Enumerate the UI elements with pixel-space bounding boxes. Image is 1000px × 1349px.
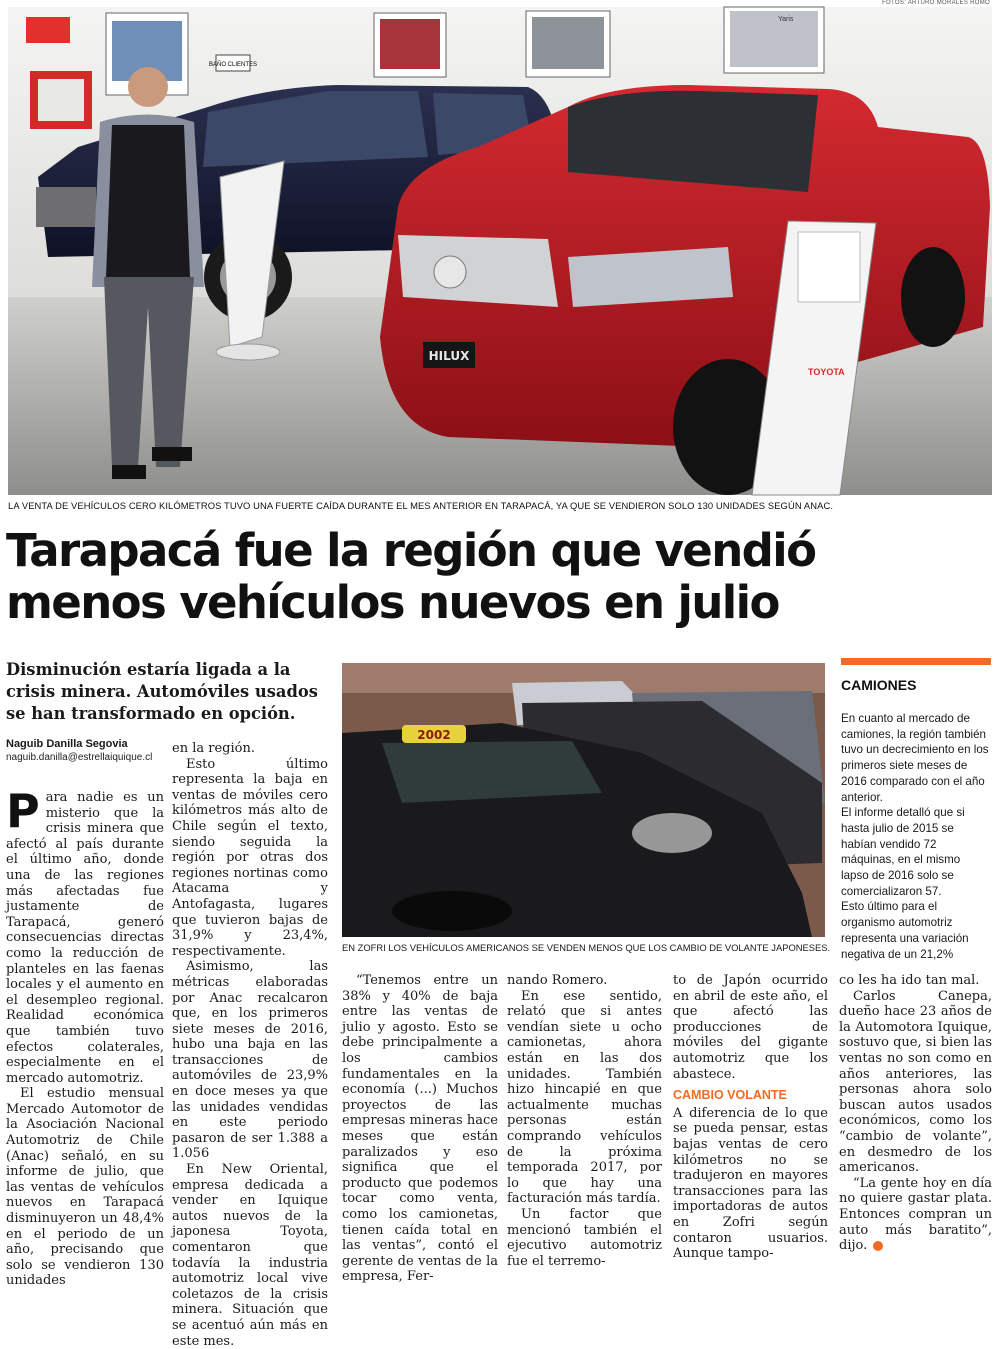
sidebar-p1: En cuanto al mercado de camiones, la región también tuvo un decrecimiento en los primeros siete meses de 2016 comparado con el año anterior. bbox=[841, 712, 989, 804]
c2-p3: Asimismo, las métricas elaboradas por Anac recalcaron que, en los primeros siete meses de 2016, hubo una baja en las transacciones de automóviles de 23,9% en doce meses ya que las unidades vendidas en este periodo pasaron de ser 1.388 a 1.056 bbox=[172, 959, 328, 1162]
c2-p4: En New Oriental, empresa dedicada a vender en Iquique autos nuevos de la japonesa Toyota, comentaron que todavía la industria automotriz local vive coletazos de la crisis minera. Situación que se acentuó aún más en este mes. bbox=[172, 1162, 328, 1349]
c5-p2: A diferencia de lo que se pueda pensar, estas bajas ventas de cero kilómetros no se tradujeron en mayores transacciones para las importadoras de autos en Zofri según contaron usuarios. Aunque tampo- bbox=[673, 1105, 828, 1262]
headline bbox=[6, 525, 996, 629]
body-column-6 bbox=[839, 973, 992, 1254]
zofri-cars-photo bbox=[342, 663, 825, 937]
price-tag-text: 2002 bbox=[417, 728, 451, 742]
sign-bano: BAÑO CLIENTES bbox=[208, 62, 258, 68]
hilux-badge: HILUX bbox=[428, 349, 470, 363]
c6-p2: Carlos Canepa, dueño hace 23 años de la Automotora Iquique, sostuvo que, si bien las ventas no son como en años anteriores, las personas ahora solo buscan autos usados económicos, como los “cambio de volante”, en desmedro de los americanos. bbox=[839, 988, 992, 1176]
c4-p1: nando Romero. bbox=[507, 973, 608, 988]
c4-p2: En ese sentido, relató que si antes vendían siete u ocho camionetas, ahora están en las dos unidades. También hizo hincapié en que actualmente muchas personas están comprando vehículos de la próxima temporada 2017, por lo que hay una facturación más tardía. bbox=[507, 988, 662, 1207]
byline-author: Naguib Danilla Segovia bbox=[6, 738, 128, 750]
top-photo-caption: LA VENTA DE VEHÍCULOS CERO KILÓMETROS TUVO UNA FUERTE CAÍDA DURANTE EL MES ANTERIOR EN TARAPACÁ, YA QUE SE VENDIERON SOLO 130 UNIDADES SEGÚN ANAC. bbox=[8, 500, 834, 511]
sidebar-p2: El informe detalló que si hasta julio de 2015 se habían vendido 72 máquinas, en el mismo lapso de 2016 solo se comercializaron 57. bbox=[841, 806, 965, 898]
body-column-5 bbox=[673, 973, 828, 1262]
zofri-illustration bbox=[342, 663, 825, 937]
sidebar-accent-bar bbox=[841, 658, 991, 665]
c2-p1: en la región. bbox=[172, 741, 255, 756]
stand-brand: TOYOTA bbox=[808, 367, 845, 377]
end-mark-icon: ✪ bbox=[873, 1241, 883, 1251]
headline-line-1: Tarapacá fue la región que vendió bbox=[6, 524, 816, 577]
body-column-1 bbox=[6, 784, 164, 1289]
body-column-3 bbox=[342, 973, 498, 1285]
c1-p2: El estudio mensual Mercado Automotor de la Asociación Nacional Automotriz de Chile (Anac) señaló, en su informe de julio, que las ventas de vehículos nuevos en Tarapacá disminuyeron un 48,4% en el periodo de un año, precisando que solo se vendieron 130 unidades bbox=[6, 1086, 164, 1289]
c2-p2: Esto último representa la baja en ventas de móviles cero kilómetros más alto de Chile según el texto, siendo seguida la región por otras dos regiones nortinas como Atacama y Antofagasta, lugares que tuvieron bajas de 31,9% y 23,4%, respectivamente. bbox=[172, 756, 328, 959]
body-column-2 bbox=[172, 741, 328, 1349]
exit-sign bbox=[26, 17, 70, 43]
deck-subtitle: Disminución estaría ligada a la crisis minera. Automóviles usados se han transformado en opción. bbox=[6, 660, 318, 723]
sidebar-p3: Esto último para el organismo automotriz representa una variación negativa de un 21,2% bbox=[841, 900, 969, 961]
poster-yaris-label: Yaris bbox=[778, 16, 794, 23]
c4-p3: Un factor que mencionó también el ejecutivo automotriz fue el terremo- bbox=[507, 1206, 662, 1269]
headline-line-2: menos vehículos nuevos en julio bbox=[6, 576, 779, 629]
c5-p1: to de Japón ocurrido en abril de este año, el que afectó las producciones de móviles del gigante automotriz que los abastece. bbox=[673, 973, 828, 1082]
byline-email[interactable]: naguib.danilla@estrellaiquique.cl bbox=[6, 752, 153, 763]
c6-p3: “La gente hoy en día no quiere gastar plata. Entonces compran un auto más baratito”, dijo. bbox=[839, 1175, 992, 1254]
showroom-photo bbox=[8, 7, 992, 495]
sidebar-body bbox=[841, 711, 991, 962]
mid-photo-caption: EN ZOFRI LOS VEHÍCULOS AMERICANOS SE VENDEN MENOS QUE LOS CAMBIO DE VOLANTE JAPONESES. bbox=[342, 942, 831, 953]
showroom-illustration bbox=[8, 7, 992, 495]
dropcap: P bbox=[6, 784, 40, 838]
photo-credit: FOTOS: ARTURO MORALES ROMO bbox=[882, 0, 990, 6]
subhead-cambio-volante: CAMBIO VOLANTE bbox=[673, 1088, 787, 1103]
c1-p1: ara nadie es un misterio que la crisis minera que afectó al país durante el último año, donde una de las regiones más afectadas fue justamente de Tarapacá, generó consecuencias directas como la reducción de planteles en las faenas locales y el aumento en el desempleo regional. Realidad económica que también tuvo efectos colaterales, especialmente en el mercado automotriz. bbox=[6, 790, 164, 1086]
c6-p1: co les ha ido tan mal. bbox=[839, 973, 980, 988]
body-column-4 bbox=[507, 973, 662, 1269]
c3-p1: “Tenemos entre un 38% y 40% de baja entre las ventas de julio y agosto. Esto se debe principalmente a los cambios fundamentales en la economía (...) Muchos proyectos de las empresas mineras hace meses que están paralizados y eso significa que el producto que podemos tocar como venta, como los camionetas, tienen caída total en las ventas”, contó el gerente de ventas de la empresa, Fer- bbox=[342, 973, 498, 1285]
sidebar-title: CAMIONES bbox=[841, 677, 917, 693]
